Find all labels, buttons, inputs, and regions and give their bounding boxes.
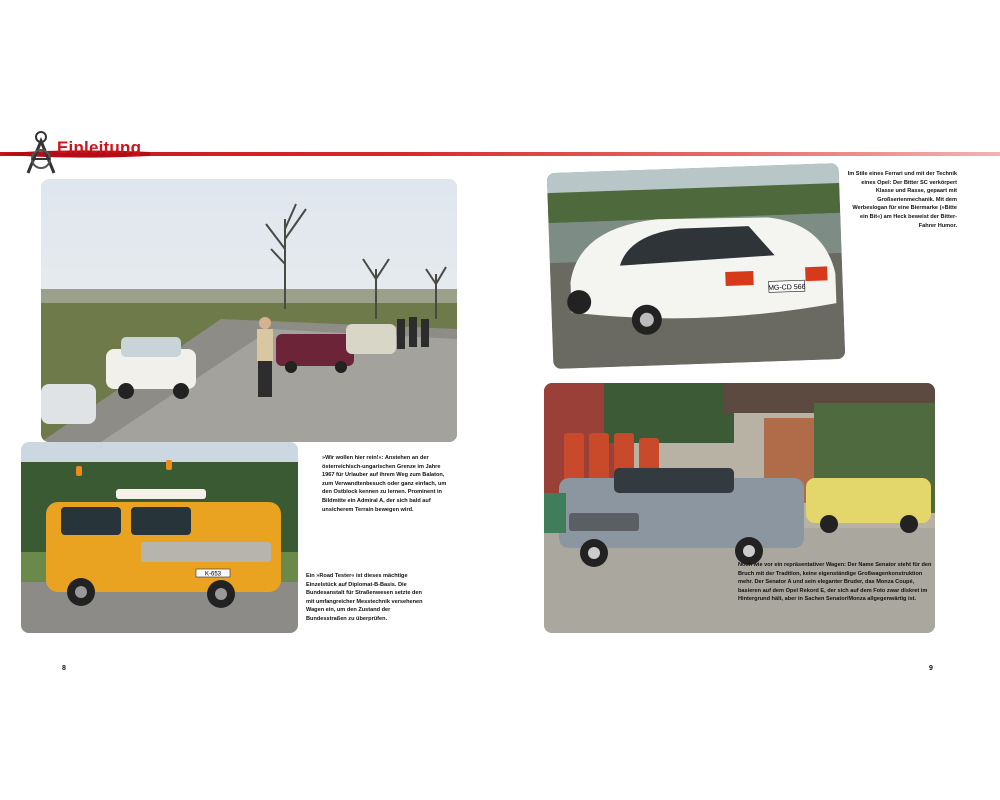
bitter-plate: MG-CD 566: [768, 283, 806, 292]
photo-bitter-sc: [547, 163, 846, 369]
caption-border-crossing: »Wir wollen hier rein!«: Anstehen an der österreichisch-ungarischen Grenze im Jahre 1967 für Urlauber auf ihrem Weg zum Balaton, zum Verwandtenbesuch oder ganz einfach, um den Ostblock kennen zu lernen. Prominent in Bildmitte ein Admiral A, der sich bald auf unsicherem Terrain bewegen wird.: [322, 455, 447, 513]
header-rule: [0, 152, 1000, 156]
page-number-left: 8: [62, 665, 66, 672]
page-number-right: 9: [929, 665, 933, 672]
caption-bitter-sc: Im Stile eines Ferrari und mit der Technik eines Opel: Der Bitter SC verkörpert Klasse und Rasse, gepaart mit Großserienmechanik. Mit dem Werbeslogan für eine Biermarke (»Bitte ein Bit«) am Heck beweist der Bitter-Fahrer Humor.: [847, 171, 957, 229]
caption-senator: Noch wie vor ein repräsentativer Wagen: Der Name Senator steht für den Bruch mit der Tradition, keine eigenständige Großwagenkonstruktion mehr. Der Senator A und sein eleganter Bruder, das Monza Coupé, basieren auf dem Opel Rekord E, der sich auf dem Foto zwar diskret im Hintergrund hält, aber in Sachen Senator/Monza allgegenwärtig ist.: [738, 562, 932, 603]
tester-plate: K-653: [204, 571, 222, 578]
photo-border-crossing: [41, 179, 457, 442]
photo-road-tester: [21, 442, 298, 633]
caption-road-tester: Ein »Road Tester« ist dieses mächtige Einzelstück auf Diplomat-B-Basis. Die Bundesanstalt für Straßenwesen setzte den mit umfangreicher Messtechnik versehenen Wagen ein, um den Zustand der Bundesstraßen zu überprüfen.: [306, 573, 423, 622]
opel-blitz-emblem-icon: [22, 129, 60, 177]
page-title: Einleitung: [57, 138, 142, 157]
